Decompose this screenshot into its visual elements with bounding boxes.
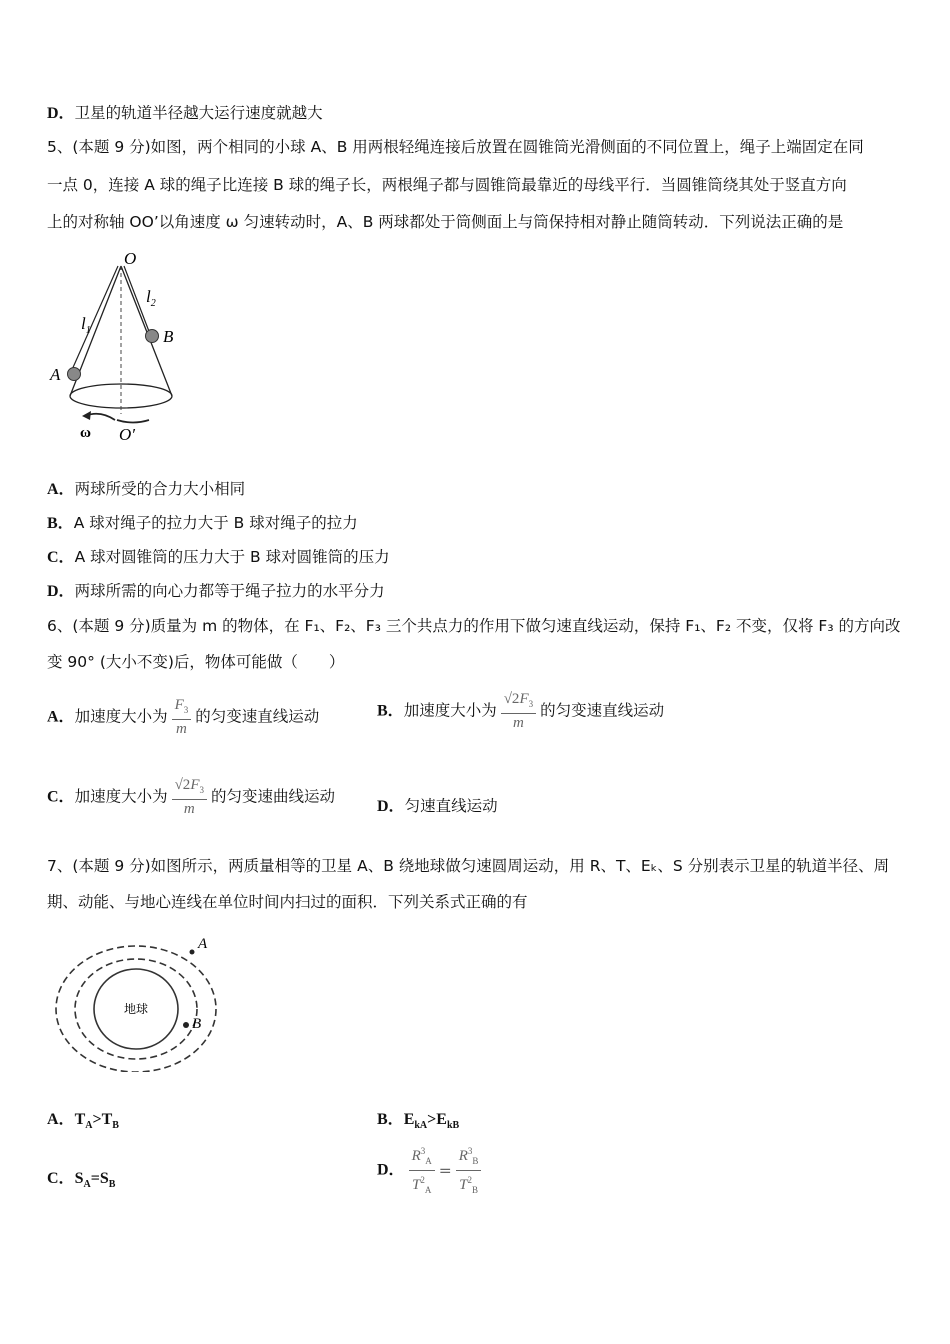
q6-option-d: D．匀速直线运动 <box>377 797 498 815</box>
label-a: A <box>198 936 208 952</box>
label-l1: $l_1$ <box>81 314 91 336</box>
q7-option-a: A．$T_A>T_B$ <box>47 1111 119 1132</box>
label-b: B <box>192 1016 202 1032</box>
q6-stem-line1: 6、(本题 9 分)质量为 m 的物体，在 F₁、F₂、F₃ 三个共点力的作用下做匀速直线运动，保持 F₁、F₂ 不变，仅将 F₃ 的方向改 <box>47 617 901 635</box>
q6-option-b: B．加速度大小为 $\frac{√2F_3}{m}$ 的匀变速直线运动 <box>377 691 665 731</box>
cone-figure <box>45 244 195 449</box>
fraction-sqrt2-f3-over-m: $\frac{√2F_3}{m}$ <box>501 690 536 732</box>
fraction-f3-over-m: $\frac{F_3}{m}$ <box>172 696 192 738</box>
q6-option-c: C．加速度大小为 $\frac{√2F_3}{m}$ 的匀变速曲线运动 <box>47 777 335 817</box>
label-o-prime: O′ <box>119 425 135 444</box>
q7-stem-line1: 7、(本题 9 分)如图所示，两质量相等的卫星 A、B 绕地球做匀速圆周运动，用 R、T、Eₖ、S 分别表示卫星的轨道半径、周 <box>47 857 890 875</box>
orbit-figure <box>50 932 225 1072</box>
fraction-ra-ta: $\frac{R^3_A}{T^2_A}$ <box>409 1142 435 1199</box>
satellite-b <box>183 1022 189 1028</box>
option-formula: $S_A=S_B$ <box>74 1170 116 1191</box>
q7-option-c: C．$S_A=S_B$ <box>47 1170 116 1191</box>
label-l2: $l_2$ <box>146 287 156 309</box>
q5-option-c: C．A 球对圆锥筒的压力大于 B 球对圆锥筒的压力 <box>47 548 390 566</box>
q6-option-a: A．加速度大小为 $\frac{F_3}{m}$ 的匀变速直线运动 <box>47 697 320 737</box>
label-b: B <box>163 327 174 346</box>
option-text: 卫星的轨道半径越大运行速度就越大 <box>74 104 323 122</box>
q7-option-d: D． $\frac{R^3_A}{T^2_A}$ = $\frac{R^3_B}{T^2_B}$ <box>377 1142 485 1199</box>
q5-stem-line2: 一点 0，连接 A 球的绳子比连接 B 球的绳子长，两根绳子都与圆锥筒最靠近的母线平行．当圆锥筒绕其处于竖直方向 <box>47 176 847 194</box>
fraction-sqrt2-f3-over-m: $\frac{√2F_3}{m}$ <box>172 776 207 818</box>
q5-stem-line1: 5、(本题 9 分)如图，两个相同的小球 A、B 用两根轻绳连接后放置在圆锥筒光滑侧面的不同位置上，绳子上端固定在同 <box>47 138 864 156</box>
satellite-a <box>190 950 195 955</box>
q5-stem-line3: 上的对称轴 OO’以角速度 ω 匀速转动时，A、B 两球都处于筒侧面上与筒保持相对静止随筒转动．下列说法正确的是 <box>47 213 844 231</box>
q6-stem-line2: 变 90° (大小不变)后，物体可能做（ ） <box>47 653 345 671</box>
q7-stem-line2: 期、动能、与地心连线在单位时间内扫过的面积．下列关系式正确的有 <box>47 893 528 911</box>
prev-option-d <box>47 103 323 124</box>
label-omega: ω <box>80 425 91 441</box>
q5-option-d: D．两球所需的向心力都等于绳子拉力的水平分力 <box>47 582 385 600</box>
label-o: O <box>124 249 137 268</box>
option-formula: $T_A>T_B$ <box>74 1111 119 1132</box>
ball-a <box>68 368 81 381</box>
fraction-rb-tb: $\frac{R^3_B}{T^2_B}$ <box>456 1142 482 1199</box>
option-formula: $E_{kA}>E_{kB}$ <box>403 1111 460 1132</box>
ball-b <box>146 330 159 343</box>
label-earth: 地球 <box>123 1002 149 1016</box>
q5-option-b: B．A 球对绳子的拉力大于 B 球对绳子的拉力 <box>47 514 358 532</box>
label-a: A <box>50 365 61 384</box>
option-letter: D． <box>47 105 75 122</box>
q7-option-b: B．$E_{kA}>E_{kB}$ <box>377 1111 460 1132</box>
q5-option-a: A．两球所受的合力大小相同 <box>47 480 246 498</box>
